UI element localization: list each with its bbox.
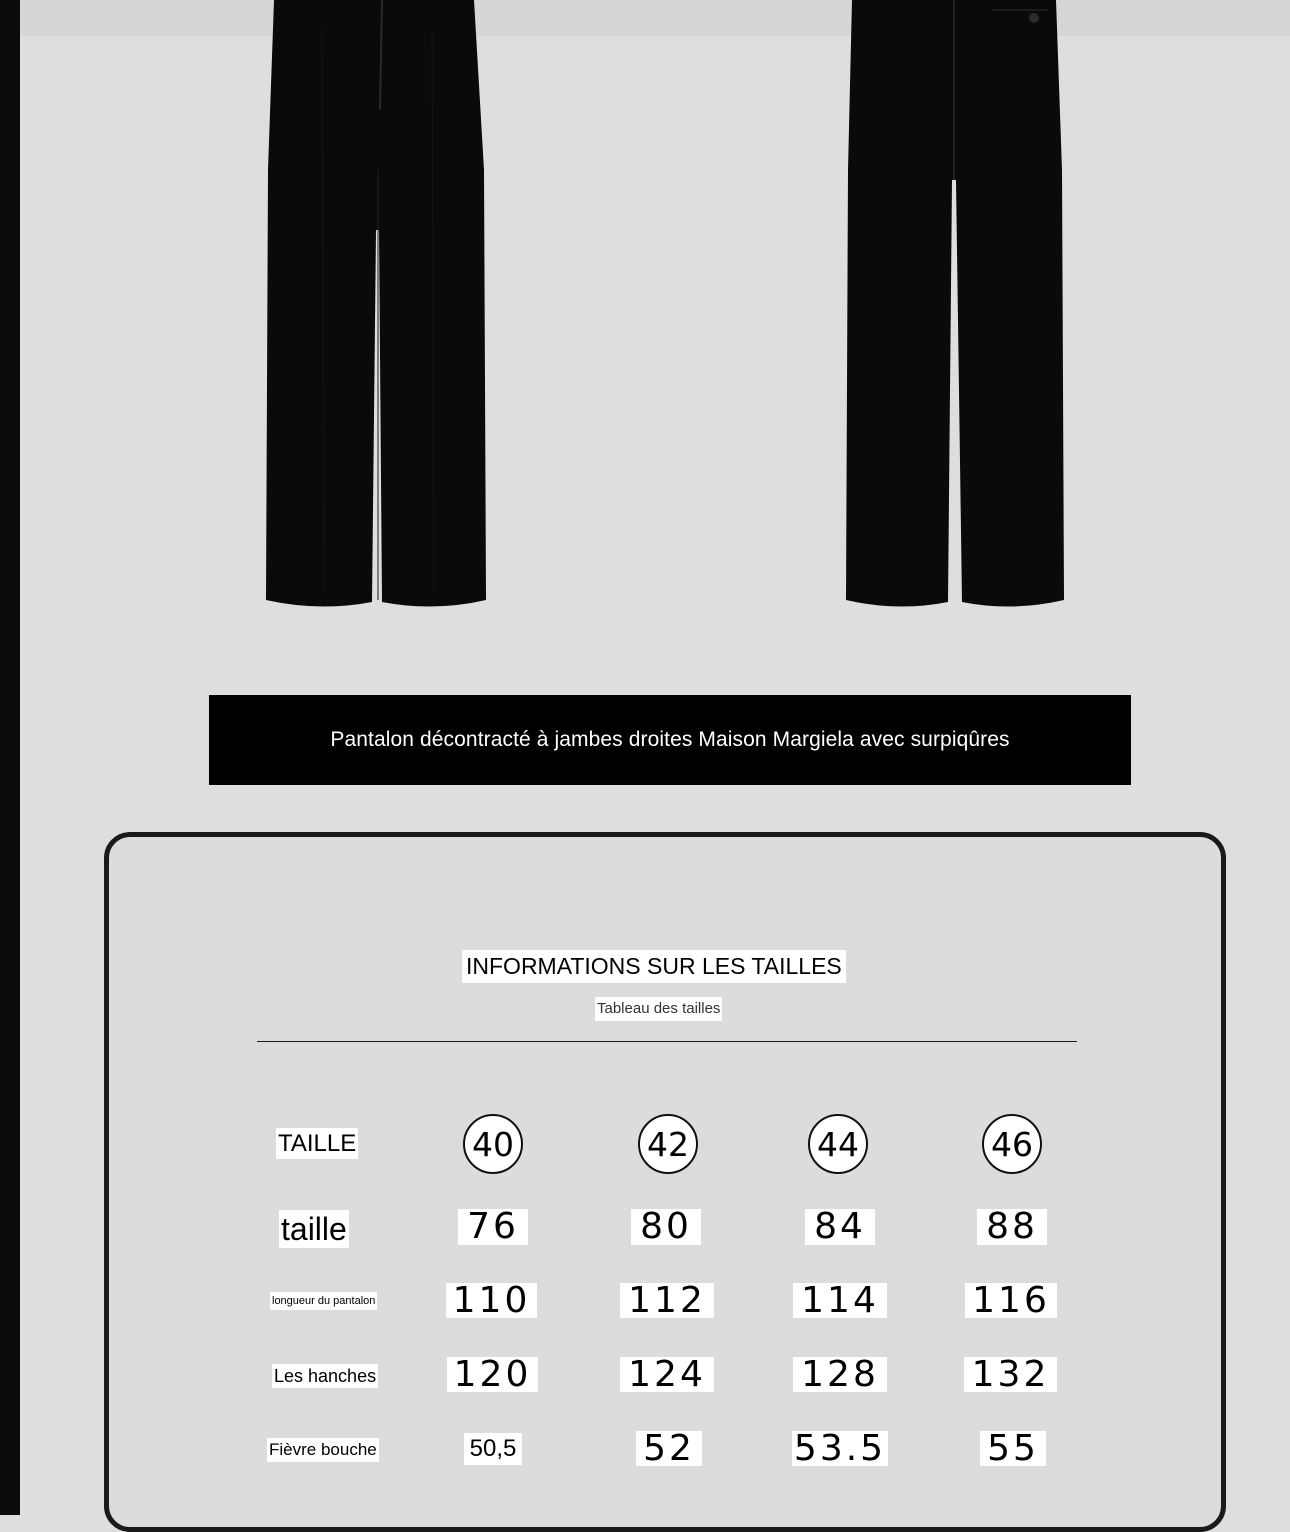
row-label-trouser-length: longueur du pantalon: [270, 1292, 377, 1310]
hips-value: 120: [447, 1357, 538, 1392]
waist-value: 84: [805, 1209, 875, 1245]
size-46-badge: 46: [982, 1114, 1042, 1174]
waist-value: 76: [458, 1209, 528, 1245]
length-value: 110: [446, 1283, 537, 1318]
left-edge-bar: [0, 0, 20, 1515]
product-title-banner: [209, 695, 1131, 785]
length-value: 116: [965, 1283, 1057, 1318]
length-value: 114: [793, 1283, 887, 1318]
product-title: Pantalon décontracté à jambes droites Maison Margiela avec surpiqûres: [330, 728, 1010, 751]
top-strip: [20, 0, 1290, 36]
size-info-panel: [104, 832, 1226, 1532]
divider: [257, 1041, 1077, 1042]
leg-opening-value: 50,5: [464, 1433, 522, 1465]
length-value: 112: [620, 1283, 714, 1318]
size-info-title: INFORMATIONS SUR LES TAILLES: [462, 950, 846, 983]
waist-value: 80: [631, 1209, 701, 1245]
leg-opening-value: 55: [980, 1431, 1046, 1466]
hips-value: 124: [620, 1357, 714, 1392]
row-label-size: TAILLE: [278, 1130, 357, 1157]
size-42-badge: 42: [638, 1114, 698, 1174]
waist-value: 88: [977, 1209, 1047, 1245]
row-label-waist: taille: [281, 1211, 347, 1247]
size-40-badge: 40: [463, 1114, 523, 1174]
leg-opening-value: 53.5: [793, 1428, 887, 1469]
hips-value: 128: [793, 1357, 887, 1392]
hips-value: 132: [964, 1357, 1057, 1392]
row-label-hips: Les hanches: [274, 1366, 377, 1386]
size-44-badge: 44: [808, 1114, 868, 1174]
leg-opening-value: 52: [636, 1431, 702, 1466]
trousers-front-image: [262, 0, 492, 610]
row-label-leg-opening: Fièvre bouche: [267, 1438, 379, 1462]
trousers-back-image: [842, 0, 1068, 610]
size-chart-subtitle: Tableau des tailles: [595, 997, 722, 1021]
